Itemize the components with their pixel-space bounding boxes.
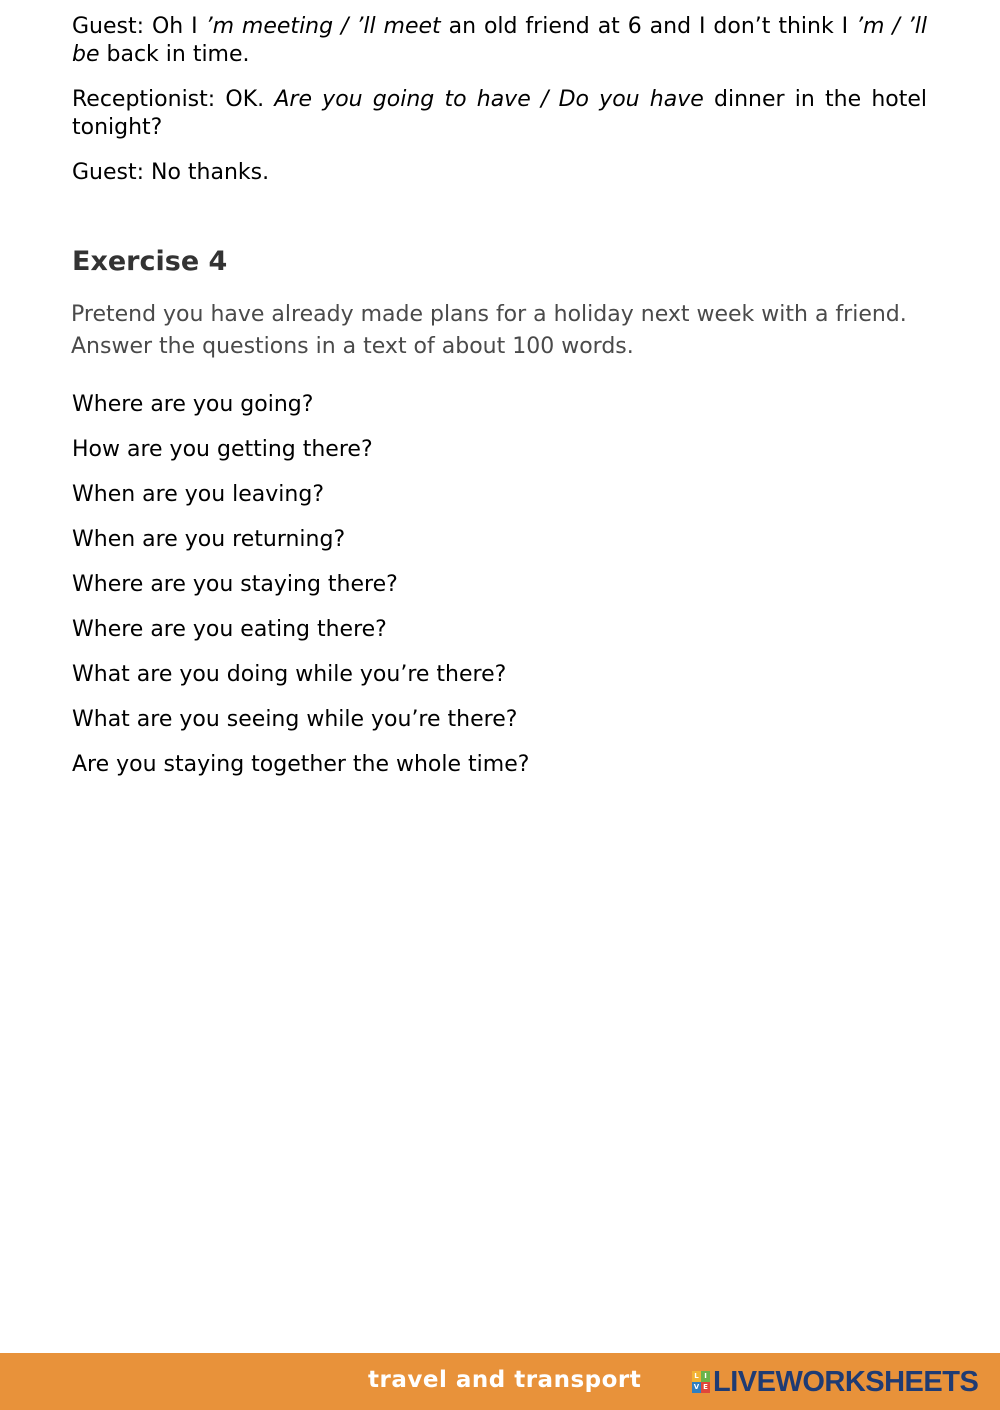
choice-option: ’m / ’ll be: [72, 14, 927, 67]
question-item: When are you returning?: [72, 527, 346, 552]
line-suffix: dinner in the hotel tonight?: [72, 87, 928, 140]
liveworksheets-logo-icon: [692, 1371, 710, 1393]
question-item: What are you seeing while you’re there?: [72, 707, 518, 732]
line-suffix: back in time.: [99, 42, 250, 67]
logo-icon-cell: V: [693, 1383, 700, 1391]
question-item: When are you leaving?: [72, 482, 325, 507]
dialogue-line-guest: [72, 13, 927, 69]
line-prefix: Guest: Oh I: [72, 14, 206, 39]
logo-icon-cell: L: [692, 1371, 701, 1382]
exercise-instructions: Pretend you have already made plans for a holiday next week with a friend. Answer the questions in a text of about 100 words.: [71, 302, 907, 359]
question-item: What are you doing while you’re there?: [72, 662, 507, 687]
logo-icon-cell: I: [701, 1371, 710, 1382]
dialogue-line-receptionist: [72, 86, 927, 142]
question-item: Are you staying together the whole time?: [72, 752, 530, 777]
line-prefix: Receptionist: OK.: [72, 87, 275, 112]
logo-wordmark: LIVEWORKSHEETS: [713, 1366, 979, 1398]
logo-icon-cell: E: [701, 1382, 710, 1393]
choice-option: Are you going to have / Do you have: [274, 87, 704, 112]
dialogue-line-guest-reply: Guest: No thanks.: [72, 160, 270, 185]
exercise-title: Exercise 4: [72, 246, 228, 277]
line-middle: an old friend at 6 and I don’t think I: [440, 14, 857, 39]
question-item: Where are you eating there?: [72, 617, 387, 642]
liveworksheets-logo[interactable]: [692, 1368, 978, 1396]
question-item: How are you getting there?: [72, 437, 373, 462]
question-item: Where are you staying there?: [72, 572, 398, 597]
footer-topic: travel and transport: [368, 1367, 642, 1393]
choice-option: ’m meeting / ’ll meet: [205, 14, 441, 39]
footer-bar: [0, 1353, 1000, 1410]
question-list: [72, 390, 529, 795]
question-item: Where are you going?: [72, 392, 314, 417]
